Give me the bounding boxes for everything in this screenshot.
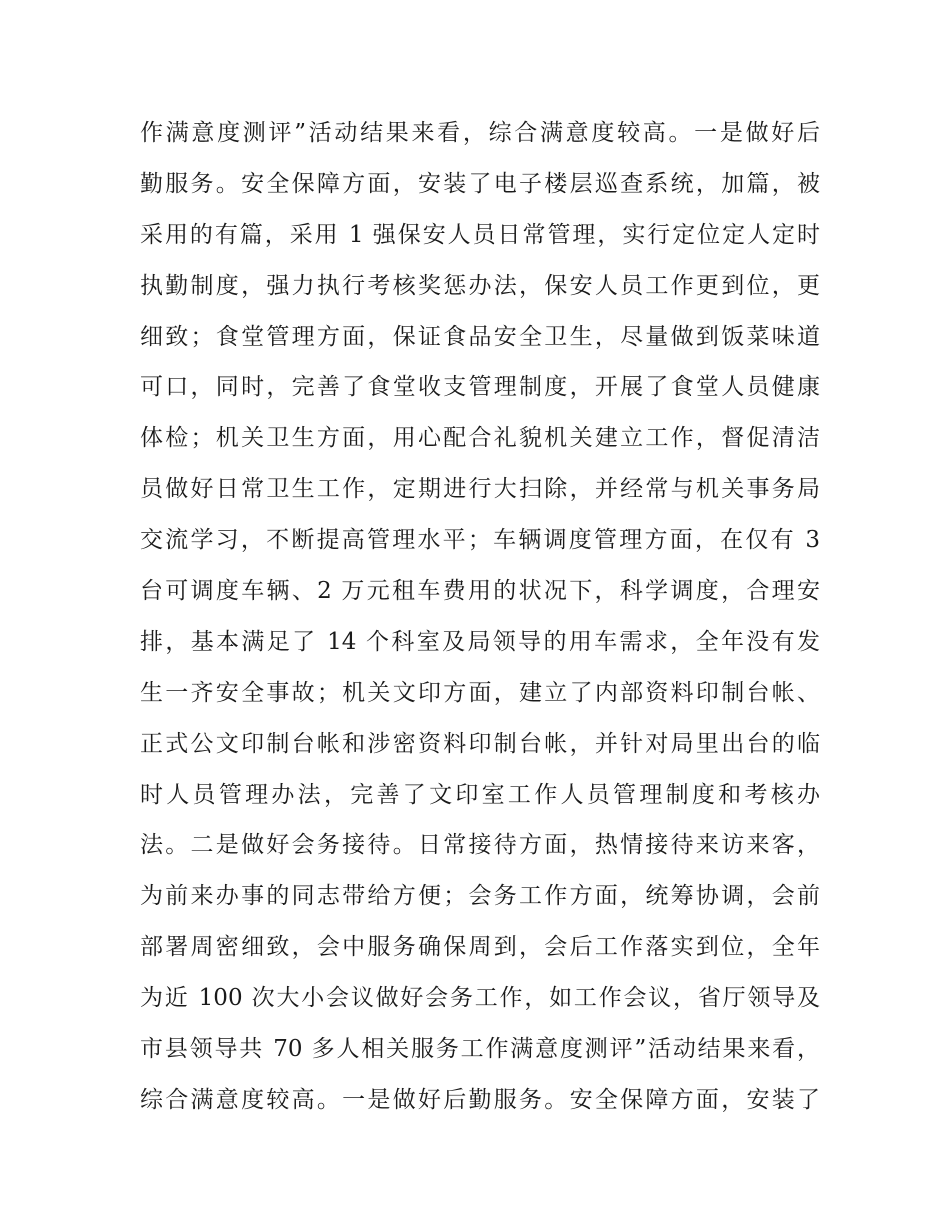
text-line: 勤服务。安全保障方面，安装了电子楼层巡查系统，加篇，被 bbox=[140, 170, 820, 197]
text-line: 员做好日常卫生工作，定期进行大扫除，并经常与机关事务局 bbox=[140, 476, 820, 503]
text-line: 时人员管理办法，完善了文印室工作人员管理制度和考核办 bbox=[140, 781, 820, 808]
text-line: 体检；机关卫生方面，用心配合礼貌机关建立工作，督促清洁 bbox=[140, 425, 820, 452]
text-line: 作满意度测评”活动结果来看，综合满意度较高。一是做好后 bbox=[140, 120, 820, 146]
text-line: 为近 100 次大小会议做好会务工作，如工作会议，省厅领导及 bbox=[140, 985, 820, 1012]
text-line: 市县领导共 70 多人相关服务工作满意度测评”活动结果来看， bbox=[140, 1036, 820, 1063]
text-line: 生一齐安全事故；机关文印方面，建立了内部资料印制台帐、 bbox=[140, 679, 820, 706]
text-line: 法。二是做好会务接待。日常接待方面，热情接待来访来客， bbox=[140, 832, 820, 859]
text-line: 采用的有篇，采用 1 强保安人员日常管理，实行定位定人定时 bbox=[140, 221, 820, 248]
text-line: 排，基本满足了 14 个科室及局领导的用车需求，全年没有发 bbox=[140, 628, 820, 655]
text-line: 交流学习，不断提高管理水平；车辆调度管理方面，在仅有 3 bbox=[140, 527, 820, 554]
text-line: 可口，同时，完善了食堂收支管理制度，开展了食堂人员健康 bbox=[140, 374, 820, 401]
text-line: 部署周密细致，会中服务确保周到，会后工作落实到位，全年 bbox=[140, 934, 820, 961]
body-text bbox=[140, 108, 820, 1126]
text-line: 为前来办事的同志带给方便；会务工作方面，统筹协调，会前 bbox=[140, 883, 820, 910]
text-line: 综合满意度较高。一是做好后勤服务。安全保障方面，安装了 bbox=[140, 1086, 820, 1113]
text-line: 细致；食堂管理方面，保证食品安全卫生，尽量做到饭菜味道 bbox=[140, 323, 820, 350]
text-line: 台可调度车辆、2 万元租车费用的状况下，科学调度，合理安 bbox=[140, 578, 820, 605]
text-line: 执勤制度，强力执行考核奖惩办法，保安人员工作更到位，更 bbox=[140, 272, 820, 299]
text-line: 正式公文印制台帐和涉密资料印制台帐，并针对局里出台的临 bbox=[140, 730, 820, 757]
